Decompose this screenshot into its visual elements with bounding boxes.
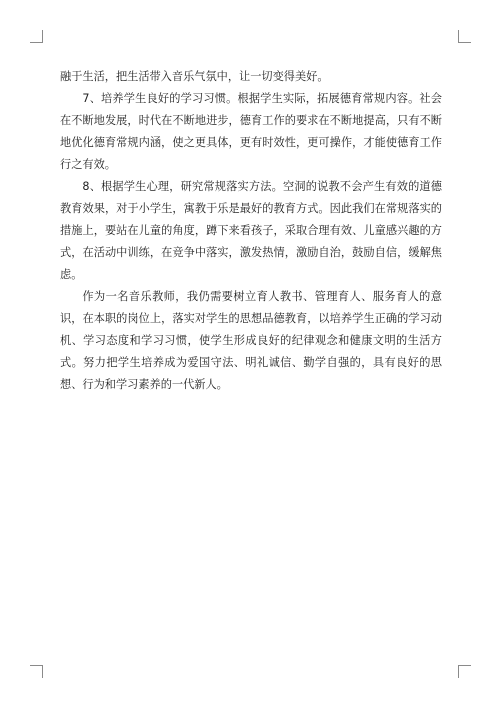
crop-mark-bottom-right bbox=[458, 665, 471, 678]
paragraph-conclusion: 作为一名音乐教师，我仍需要树立育人教书、管理育人、服务育人的意识，在本职的岗位上，落实对学生的思想品德教育，以培养学生正确的学习动机、学习态度和学习习惯，使学生形成良好的纪律观念和健康文明的生活方式。努力把学生培养成为爱国守法、明礼诚信、勤学自强的，具有良好的思想、行为和学习素养的一代新人。 bbox=[60, 290, 442, 391]
document-body bbox=[60, 66, 442, 396]
paragraph-item-8: 8、根据学生心理，研究常规落实方法。空洞的说教不会产生有效的道德教育效果，对于小学生，寓教于乐是最好的教育方式。因此我们在常规落实的措施上，要站在儿童的角度，蹲下来看孩子，采取合理有效、儿童感兴趣的方式，在活动中训练，在竞争中落实，激发热情，激励自治，鼓励自信，缓解焦虑。 bbox=[60, 180, 442, 281]
crop-mark-bottom-left bbox=[30, 665, 43, 678]
paragraph-continuation: 融于生活，把生活带入音乐气氛中，让一切变得美好。 bbox=[60, 70, 329, 83]
crop-mark-top-left bbox=[30, 30, 43, 43]
crop-mark-top-right bbox=[458, 30, 471, 43]
paragraph-item-7: 7、培养学生良好的学习习惯。根据学生实际，拓展德育常规内容。社会在不断地发展，时代在不断地进步，德育工作的要求在不断地提高，只有不断地优化德育常规内涵，使之更具体，更有时效性，更可操作，才能使德育工作行之有效。 bbox=[60, 92, 442, 171]
